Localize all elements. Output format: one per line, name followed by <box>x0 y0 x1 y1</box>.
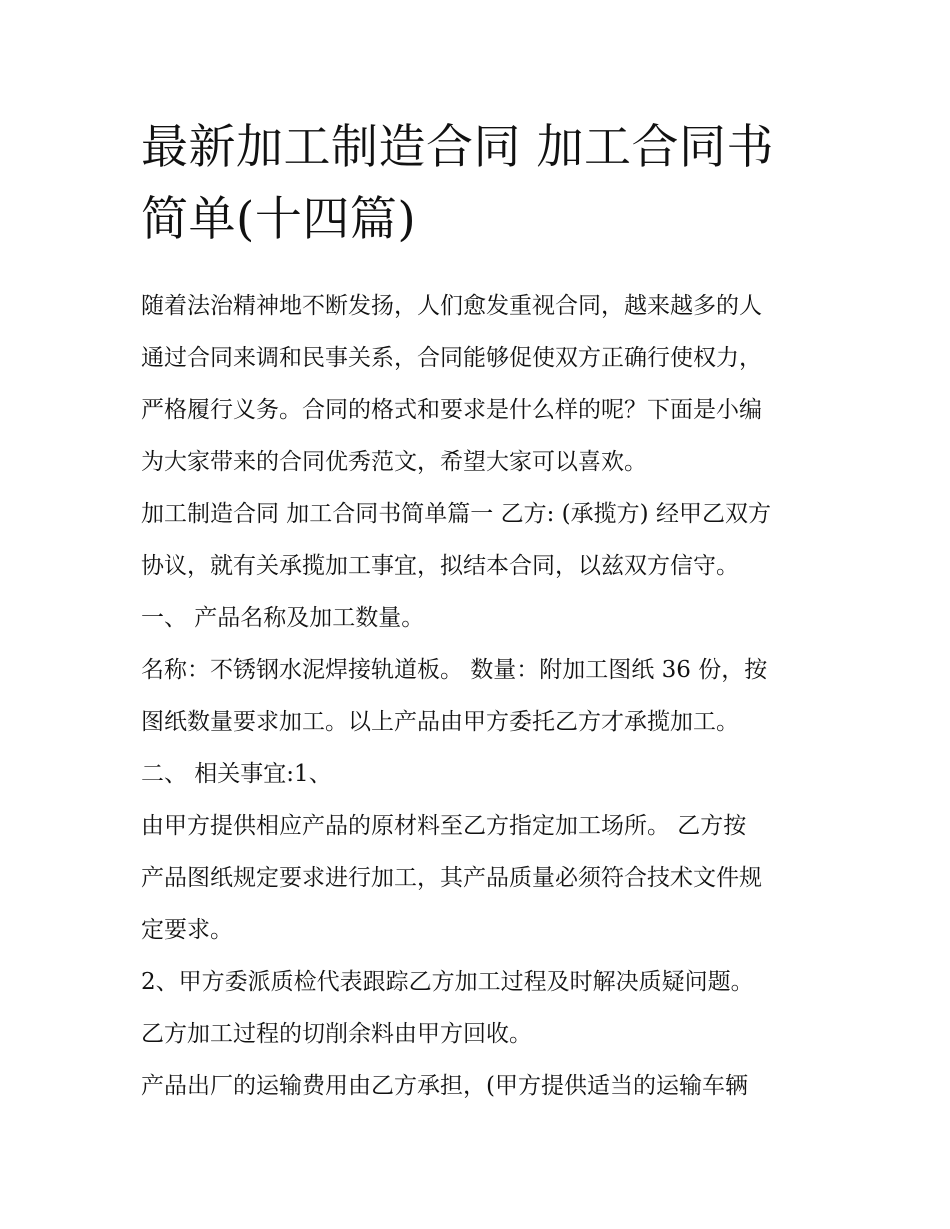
text-line: 产品出厂的运输费用由乙方承担，(甲方提供适当的运输车辆 <box>141 1073 748 1099</box>
section-heading-product <box>141 592 821 644</box>
text-line: 为大家带来的合同优秀范文，希望大家可以喜欢。 <box>141 449 647 475</box>
document-title <box>141 112 821 256</box>
text-line: 二、 相关事宜:1、 <box>141 761 332 787</box>
text-line: 随着法治精神地不断发扬，人们愈发重视合同，越来越多的人 <box>141 293 762 319</box>
text-line: 由甲方提供相应产品的原材料至乙方指定加工场所。 乙方按 <box>141 813 747 839</box>
document-page <box>141 112 821 1112</box>
paragraph-contract-opening <box>141 488 821 592</box>
paragraph-product-details <box>141 644 821 748</box>
paragraph-transport <box>141 1060 821 1112</box>
paragraph-materials <box>141 800 821 956</box>
title-line: 最新加工制造合同 加工合同书 <box>141 120 774 175</box>
text-line: 图纸数量要求加工。以上产品由甲方委托乙方才承揽加工。 <box>141 709 739 735</box>
paragraph-quality-inspection <box>141 956 821 1008</box>
section-heading-matters <box>141 748 821 800</box>
text-line: 定要求。 <box>141 917 233 943</box>
text-line: 产品图纸规定要求进行加工，其产品质量必须符合技术文件规 <box>141 865 762 891</box>
text-line: 加工制造合同 加工合同书简单篇一 乙方: (承揽方) 经甲乙双方 <box>141 501 771 527</box>
title-line: 简单(十四篇) <box>141 192 417 247</box>
text-line: 通过合同来调和民事关系，合同能够促使双方正确行使权力， <box>141 345 762 371</box>
text-line: 协议，就有关承揽加工事宜，拟结本合同，以兹双方信守。 <box>141 553 739 579</box>
text-line: 一、 产品名称及加工数量。 <box>141 605 425 631</box>
text-line: 2、甲方委派质检代表跟踪乙方加工过程及时解决质疑问题。 <box>141 969 754 995</box>
paragraph-scrap-recovery <box>141 1008 821 1060</box>
paragraph-intro <box>141 280 821 488</box>
text-line: 乙方加工过程的切削余料由甲方回收。 <box>141 1021 532 1047</box>
text-line: 严格履行义务。合同的格式和要求是什么样的呢？下面是小编 <box>141 397 762 423</box>
text-line: 名称：不锈钢水泥焊接轨道板。 数量：附加工图纸 36 份，按 <box>141 657 768 683</box>
